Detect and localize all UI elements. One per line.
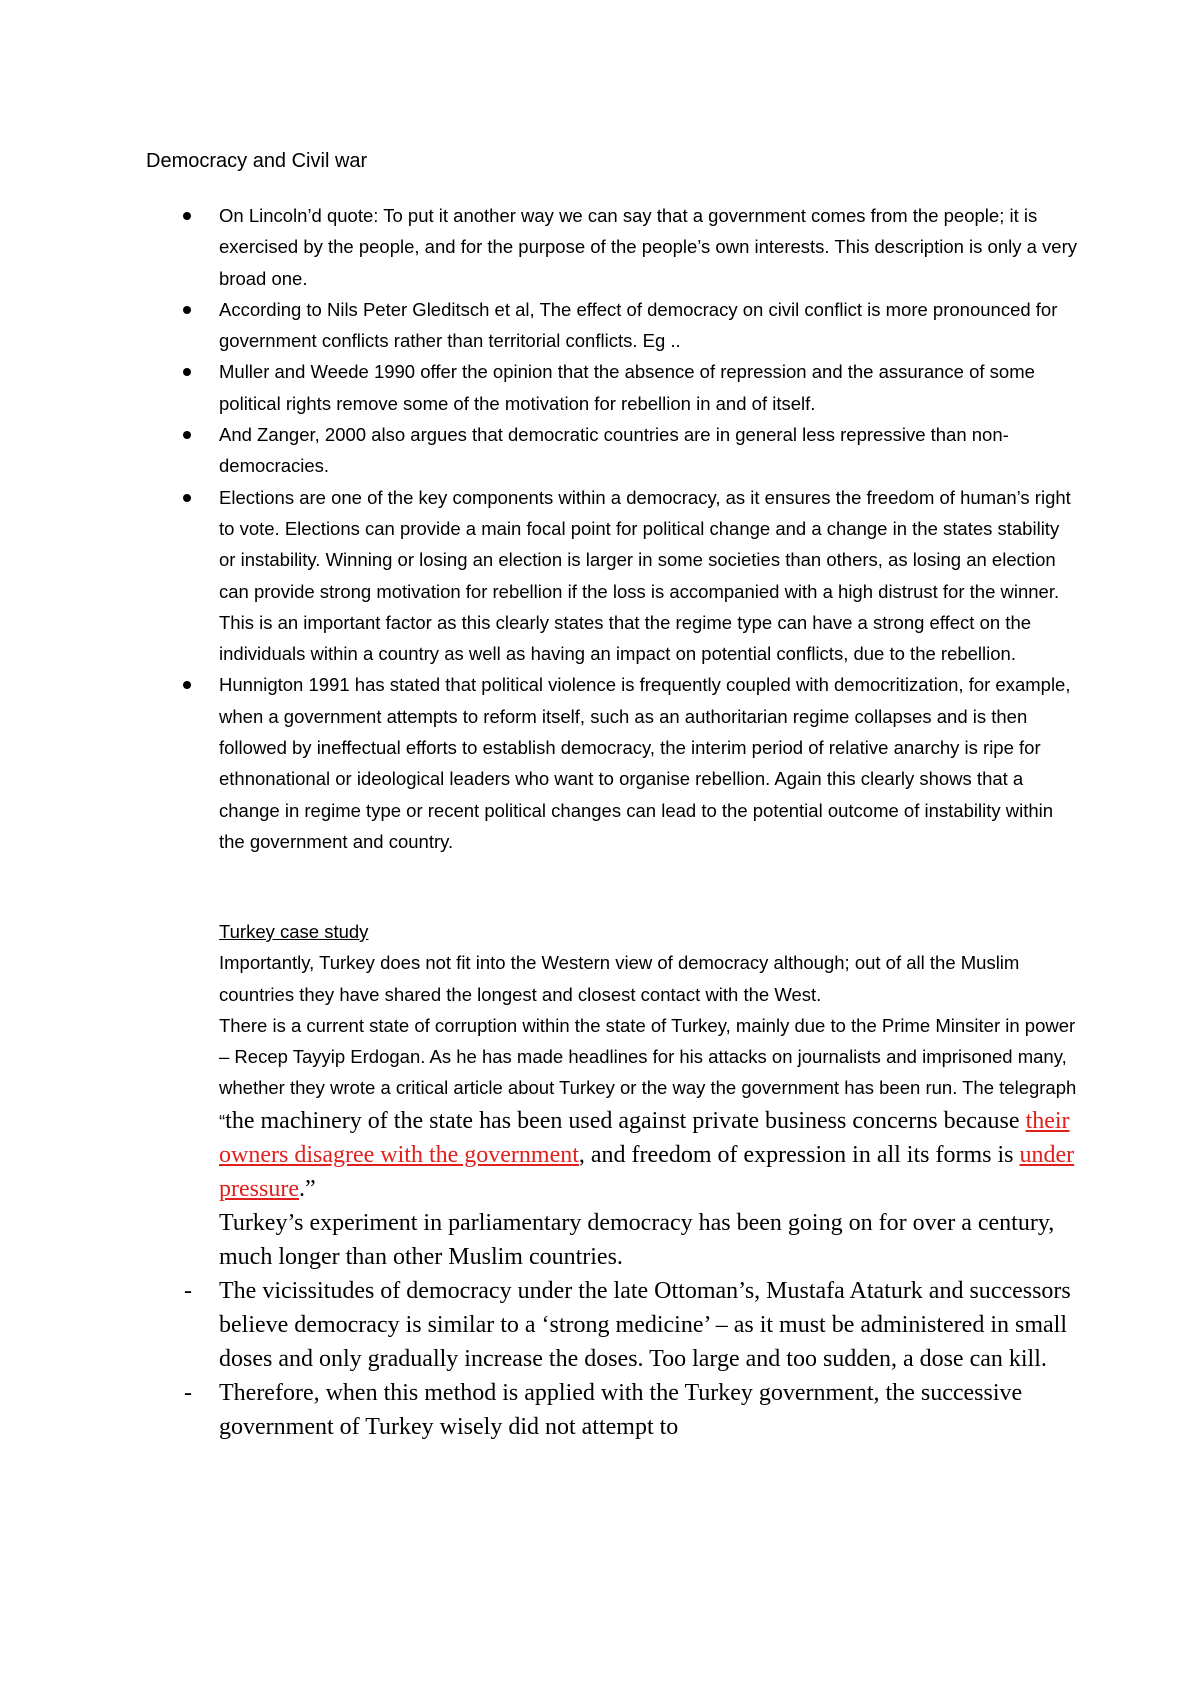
bullet-item	[219, 294, 1079, 357]
bullet-text: Elections are one of the key components within a democracy, as it ensures the freedom of human’s right to vote. Elections can provide a main focal point for political change and a change in the states stability or instability. Winning or losing an election is larger in some societies than others, as losing an election can provide strong motivation for rebellion if the loss is accompanied with a high distrust for the winner. This is an important factor as this clearly states that the regime type can have a strong effect on the individuals within a country as well as having an impact on potential conflicts, due to the rebellion.	[219, 486, 1071, 665]
bullet-text: On Lincoln’d quote: To put it another way we can say that a government comes from the people; it is exercised by the people, and for the purpose of the people’s own interests. This description is only a very broad one.	[219, 205, 1078, 289]
quote-link-owners[interactable]: their owners disagree with the government	[219, 1107, 1070, 1168]
bullet-text: Muller and Weede 1990 offer the opinion that the absence of repression and the assurance of some political rights remove some of the motivation for rebellion in and of itself.	[219, 361, 1035, 414]
bullet-icon	[183, 306, 191, 314]
bullet-icon	[183, 494, 191, 502]
bullet-icon	[183, 431, 191, 439]
turkey-experiment-paragraph: Turkey’s experiment in parliamentary democracy has been going on for over a century, much longer than other Muslim countries.	[219, 1209, 1055, 1270]
dash-marker: -	[184, 1379, 192, 1406]
dash-item-text: Therefore, when this method is applied with the Turkey government, the successive government of Turkey wisely did not attempt to	[219, 1379, 1023, 1440]
quote-link-pressure[interactable]: under pressure	[219, 1141, 1075, 1202]
dash-item-text: The vicissitudes of democracy under the late Ottoman’s, Mustafa Ataturk and successors believe democracy is similar to a ‘strong medicine’ – as it must be administered in small doses and only gradually increase the doses. Too large and too sudden, a dose can kill.	[219, 1277, 1071, 1372]
dash-marker: -	[184, 1277, 192, 1304]
telegraph-paragraph	[219, 1010, 1079, 1206]
quote-end: .”	[298, 1175, 316, 1202]
dash-list	[184, 1274, 1079, 1444]
bullet-item	[219, 200, 1079, 294]
bullet-item	[219, 482, 1079, 670]
case-study-paragraph: Importantly, Turkey does not fit into the Western view of democracy although; out of all the Muslim countries they have shared the longest and closest contact with the West.	[219, 952, 1020, 1005]
bullet-item	[219, 419, 1079, 482]
bullet-item	[219, 356, 1079, 419]
telegraph-intro-text: There is a current state of corruption within the state of Turkey, mainly due to the Prime Minsiter in power – Recep Tayyip Erdogan. As he has made headlines for his attacks on journalists and imprisoned many, whether they wrote a critical article about Turkey or the way the government has been run. The telegraph “	[219, 1014, 1077, 1132]
quote-text: the machinery of the state has been used against private business concerns because	[225, 1107, 1026, 1134]
bullet-icon	[183, 681, 191, 689]
bullet-list	[219, 200, 1079, 857]
dash-item	[184, 1274, 1079, 1376]
case-study-heading: Turkey case study	[219, 921, 369, 942]
dash-item	[184, 1376, 1079, 1444]
bullet-text: According to Nils Peter Gleditsch et al, The effect of democracy on civil conflict is more pronounced for government conflicts rather than territorial conflicts. Eg ..	[219, 298, 1058, 352]
bullet-icon	[183, 368, 191, 376]
quote-text: , and freedom of expression in all its forms is	[578, 1141, 1020, 1168]
bullet-text: Hunnigton 1991 has stated that political violence is frequently coupled with democritization, for example, when a government attempts to reform itself, such as an authoritarian regime collapses and is then followed by ineffectual efforts to establish democracy, the interim period of relative anarchy is ripe for ethnonational or ideological leaders who want to organise rebellion. Again this clearly shows that a change in regime type or recent political changes can lead to the potential outcome of instability within the government and country.	[219, 674, 1071, 852]
bullet-text: And Zanger, 2000 also argues that democratic countries are in general less repressive than non-democracies.	[219, 424, 1009, 477]
document-title: Democracy and Civil war	[146, 150, 368, 172]
bullet-item	[219, 669, 1079, 857]
bullet-icon	[183, 212, 191, 220]
case-study-section	[184, 916, 1079, 1444]
